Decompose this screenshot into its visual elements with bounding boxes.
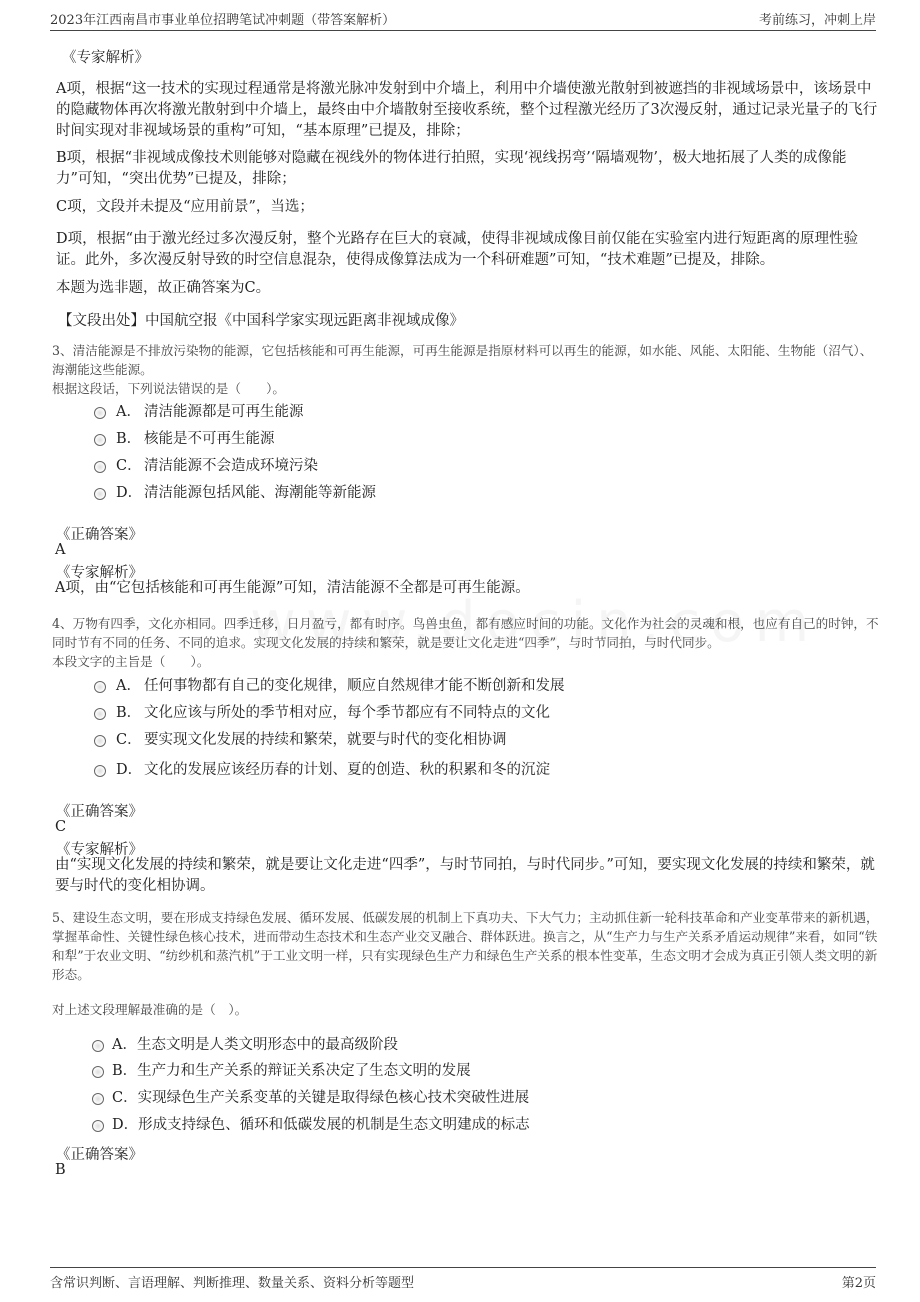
option-text: 实现绿色生产关系变革的关键是取得绿色核心技术突破性进展 (137, 1090, 530, 1106)
radio-icon[interactable] (94, 407, 106, 419)
radio-icon[interactable] (92, 1093, 104, 1105)
radio-icon[interactable] (94, 708, 106, 720)
q4-prompt: 本段文字的主旨是（ ）。 (52, 654, 210, 669)
option-text: 核能是不可再生能源 (144, 431, 275, 447)
q5-option-a[interactable] (92, 1033, 398, 1054)
radio-icon[interactable] (92, 1066, 104, 1078)
q3-answer-label: 《正确答案》 (56, 527, 143, 543)
option-letter: A． (116, 404, 141, 420)
radio-icon[interactable] (94, 765, 106, 777)
option-text: 清洁能源不会造成环境污染 (144, 458, 318, 474)
q3-option-a[interactable] (94, 400, 304, 421)
q2-source: 【文段出处】中国航空报《中国科学家实现远距离非视域成像》 (58, 313, 464, 329)
q2-analysis-c: C项，文段并未提及“应用前景”，当选； (56, 199, 314, 215)
q2-analysis-b: B项，根据“非视域成像技术则能够对隐藏在视线外的物体进行拍照，实现‘视线拐弯’‘隔墙观物’，极大地拓展了人类的成像能力”可知，“突出优势”已提及，排除； (56, 150, 847, 187)
q3-option-c[interactable] (94, 454, 318, 475)
option-letter: C． (116, 732, 142, 748)
q3-answer: A (55, 542, 66, 558)
radio-icon[interactable] (94, 488, 106, 500)
option-letter: B． (116, 431, 142, 447)
q2-analysis-a: A项，根据“这一技术的实现过程通常是将激光脉冲发射到中介墙上，利用中介墙使激光散射到被遮挡的非视域场景中，该场景中的隐藏物体再次将激光散射到中介墙上，最终由中介墙散射至接收系统，整个过程激光经历了3次漫反射，通过记录光量子的飞行时间实现对非视域场景的重构”可知，“基本原理”已提及，排除； (56, 81, 878, 139)
option-letter: B． (116, 705, 142, 721)
q5-option-c[interactable] (92, 1086, 529, 1107)
q5-answer-label: 《正确答案》 (56, 1147, 143, 1163)
q3-analysis: A项，由“它包括核能和可再生能源”可知，清洁能源不全都是可再生能源。 (55, 580, 530, 596)
q3-option-b[interactable] (94, 427, 275, 448)
option-text: 要实现文化发展的持续和繁荣，就要与时代的变化相协调 (144, 732, 507, 748)
option-text: 形成支持绿色、循环和低碳发展的机制是生态文明建成的标志 (138, 1117, 530, 1133)
q4-analysis: 由“实现文化发展的持续和繁荣，就是要让文化走进“四季”，与时节同拍，与时代同步。”可知，要实现文化发展的持续和繁荣，就要与时代的变化相协调。 (55, 857, 875, 894)
q3-stem: 3、清洁能源是不排放污染物的能源，它包括核能和可再生能源，可再生能源是指原材料可以再生的能源，如水能、风能、太阳能、生物能（沼气）、海潮能这些能源。 (52, 343, 873, 377)
option-letter: C． (116, 458, 142, 474)
option-text: 清洁能源都是可再生能源 (144, 404, 304, 420)
q5-option-b[interactable] (92, 1059, 471, 1080)
option-text: 文化应该与所处的季节相对应，每个季节都应有不同特点的文化 (144, 705, 550, 721)
q5-answer: B (55, 1162, 66, 1178)
header-rule (50, 30, 876, 31)
radio-icon[interactable] (92, 1120, 104, 1132)
q3-analysis-label: 《专家解析》 (56, 565, 143, 581)
option-letter: D． (116, 762, 143, 778)
q3-prompt: 根据这段话，下列说法错误的是（ ）。 (52, 381, 285, 396)
option-text: 清洁能源包括风能、海潮能等新能源 (144, 485, 376, 501)
q4-option-c[interactable] (94, 728, 507, 749)
option-letter: A． (112, 1037, 137, 1053)
footer-text: 含常识判断、言语理解、判断推理、数量关系、资料分析等题型 (50, 1276, 415, 1291)
page-number: 第2页 (841, 1276, 876, 1291)
q4-option-a[interactable] (94, 674, 565, 695)
q5-stem: 5、建设生态文明，要在形成支持绿色发展、循环发展、低碳发展的机制上下真功夫、下大气力；主动抓住新一轮科技革命和产业变革带来的新机遇，掌握革命性、关键性绿色核心技术，进而带动生态技术和生态产业交叉融合、群体跃进。换言之，从“生产力与生产关系矛盾运动规律”来看，如同“铁和犁”于农业文明、“纺纱机和蒸汽机”于工业文明一样，只有实现绿色生产力和绿色生产关系的根本性变革，生态文明才会成为真正引领人类文明的新形态。 (52, 910, 879, 982)
radio-icon[interactable] (94, 461, 106, 473)
option-text: 文化的发展应该经历春的计划、夏的创造、秋的积累和冬的沉淀 (144, 762, 550, 778)
radio-icon[interactable] (92, 1040, 104, 1052)
q5-prompt: 对上述文段理解最准确的是（ ）。 (52, 1002, 248, 1017)
option-text: 任何事物都有自己的变化规律，顺应自然规律才能不断创新和发展 (144, 678, 565, 694)
option-letter: B． (112, 1063, 138, 1079)
q2-analysis-label: 《专家解析》 (62, 50, 149, 66)
header-title: 2023年江西南昌市事业单位招聘笔试冲刺题（带答案解析） (50, 13, 396, 28)
option-letter: C． (112, 1090, 138, 1106)
q4-option-b[interactable] (94, 701, 550, 722)
q4-answer-label: 《正确答案》 (56, 804, 143, 820)
q4-analysis-label: 《专家解析》 (56, 842, 143, 858)
q4-answer: C (55, 819, 67, 835)
option-text: 生产力和生产关系的辩证关系决定了生态文明的发展 (137, 1063, 471, 1079)
q3-option-d[interactable] (94, 481, 376, 502)
q4-stem: 4、万物有四季，文化亦相同。四季迁移，日月盈亏，都有时序。鸟兽虫鱼，都有感应时间的功能。文化作为社会的灵魂和根，也应有自己的时钟，不同时节有不同的任务、不同的追求。实现文化发展的持续和繁荣，就是要让文化走进“四季”，与时节同拍，与时代同步。 (52, 616, 879, 650)
radio-icon[interactable] (94, 735, 106, 747)
q5-option-d[interactable] (92, 1113, 530, 1134)
option-letter: D． (116, 485, 143, 501)
q4-option-d[interactable] (94, 758, 550, 779)
option-letter: D． (112, 1117, 139, 1133)
radio-icon[interactable] (94, 681, 106, 693)
q2-conclusion: 本题为选非题，故正确答案为C。 (56, 280, 271, 296)
footer-rule (50, 1267, 876, 1268)
q2-analysis-d: D项，根据“由于激光经过多次漫反射，整个光路存在巨大的衰减，使得非视域成像目前仅能在实验室内进行短距离的原理性验证。此外，多次漫反射导致的时空信息混杂，使得成像算法成为一个科研难题”可知，“技术难题”已提及，排除。 (56, 231, 859, 268)
option-text: 生态文明是人类文明形态中的最高级阶段 (136, 1037, 398, 1053)
radio-icon[interactable] (94, 434, 106, 446)
header-slogan: 考前练习，冲刺上岸 (758, 13, 876, 28)
option-letter: A． (116, 678, 141, 694)
